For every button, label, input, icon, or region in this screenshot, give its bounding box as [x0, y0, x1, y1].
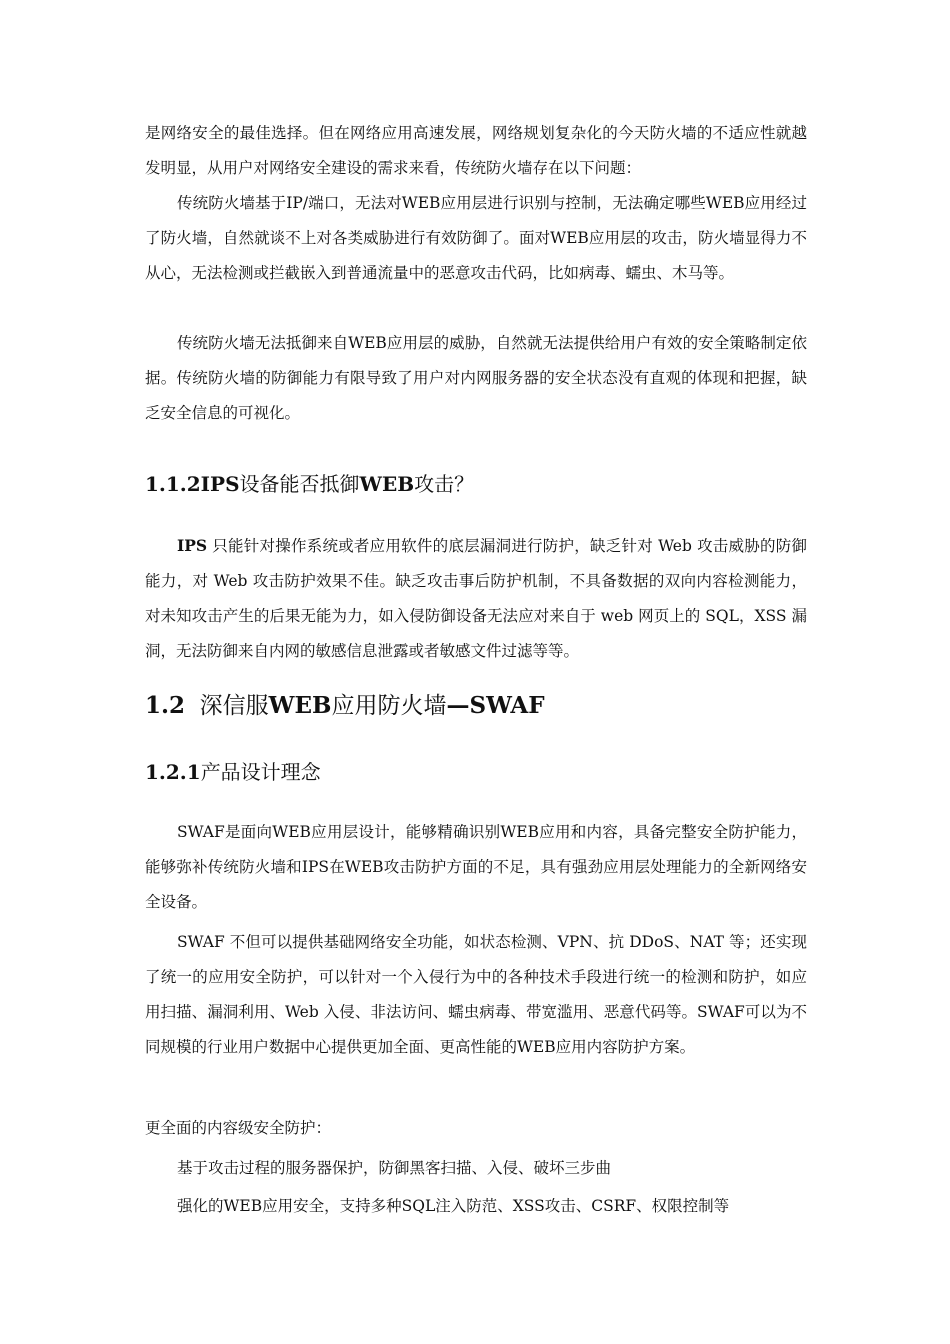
heading-number: 1.2 [145, 692, 186, 719]
heading-1-2-1 [145, 757, 321, 787]
heading-web: WEB [359, 472, 415, 496]
heading-text-2: 应用防火墙 [331, 693, 447, 719]
heading-end: —SWAF [446, 692, 545, 719]
heading-web: WEB [268, 692, 332, 719]
intro-paragraph-2: 传统防火墙基于IP/端口，无法对WEB应用层进行识别与控制，无法确定哪些WEB应用经过了防火墙，自然就谈不上对各类威胁进行有效防御了。面对WEB应用层的攻击，防火墙显得力不从心，无法检测或拦截嵌入到普通流量中的恶意攻击代码，比如病毒、蠕虫、木马等。 [145, 194, 807, 282]
heading-1-1-2 [145, 469, 474, 499]
heading-text: 产品设计理念 [200, 760, 321, 784]
ips-lead: IPS [177, 536, 208, 555]
list-title: 更全面的内容级安全防护： [145, 1119, 332, 1137]
heading-text: 深信服 [199, 693, 269, 719]
list-item: 强化的WEB应用安全，支持多种SQL注入防范、XSS攻击、CSRF、权限控制等 [177, 1197, 730, 1215]
list-item: 基于攻击过程的服务器保护，防御黑客扫描、入侵、破坏三步曲 [177, 1159, 612, 1177]
heading-number: 1.1.2IPS [145, 472, 240, 496]
heading-end: 攻击？ [414, 472, 475, 496]
ips-paragraph [145, 528, 807, 669]
design-paragraph-1: SWAF是面向WEB应用层设计，能够精确识别WEB应用和内容，具备完整安全防护能力，能够弥补传统防火墙和IPS在WEB攻击防护方面的不足，具有强劲应用层处理能力的全新网络安全设备。 [145, 823, 807, 911]
heading-number: 1.2.1 [145, 760, 201, 784]
design-paragraph-2: SWAF 不但可以提供基础网络安全功能，如状态检测、VPN、抗 DDoS、NAT 等；还实现了统一的应用安全防护，可以针对一个入侵行为中的各种技术手段进行统一的检测和防护，如应用扫描、漏洞利用、Web 入侵、非法访问、蠕虫病毒、带宽滥用、恶意代码等。SWAF可以为不同规模的行业用户数据中心提供更加全面、更高性能的WEB应用内容防护方案。 [145, 933, 807, 1056]
ips-body: 只能针对操作系统或者应用软件的底层漏洞进行防护，缺乏针对 Web 攻击威胁的防御能力，对 Web 攻击防护效果不佳。缺乏攻击事后防护机制，不具备数据的双向内容检测能力，对未知攻击产生的后果无能为力，如入侵防御设备无法应对来自于 web 网页上的 SQL，XSS 漏洞，无法防御来自内网的敏感信息泄露或者敏感文件过滤等等。 [145, 537, 807, 660]
heading-1-2 [145, 690, 545, 722]
intro-paragraph-3: 传统防火墙无法抵御来自WEB应用层的威胁，自然就无法提供给用户有效的安全策略制定依据。传统防火墙的防御能力有限导致了用户对内网服务器的安全状态没有直观的体现和把握，缺乏安全信息的可视化。 [145, 334, 807, 422]
intro-paragraph-1: 是网络安全的最佳选择。但在网络应用高速发展，网络规划复杂化的今天防火墙的不适应性就越发明显，从用户对网络安全建设的需求来看，传统防火墙存在以下问题： [145, 124, 807, 177]
heading-text: 设备能否抵御 [239, 472, 360, 496]
